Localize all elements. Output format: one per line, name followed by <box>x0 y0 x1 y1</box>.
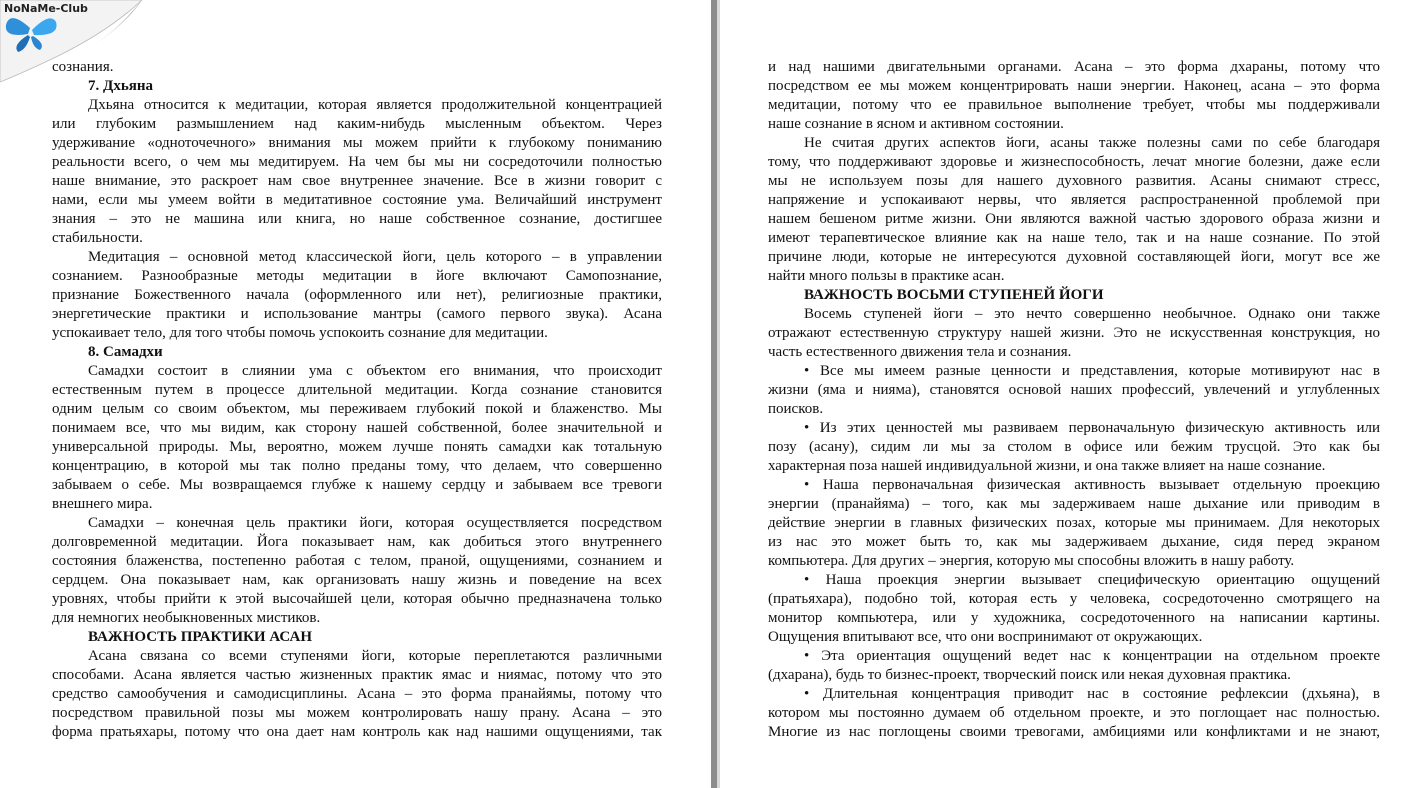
section-heading: ВАЖНОСТЬ ВОСЬМИ СТУПЕНЕЙ ЙОГИ <box>804 287 1104 303</box>
page-separator-shadow <box>717 0 720 788</box>
text-line: • Наша первоначальная физическая активность вызывает отдельную проекцию <box>804 477 1380 493</box>
text-line: понимаем все, что мы видим, как сторону нашей собственной, более значительной и <box>52 420 662 436</box>
text-line: для немногих необыкновенных мистиков. <box>52 610 321 626</box>
svg-text:NoNaMe-Club: NoNaMe-Club <box>4 2 88 15</box>
text-line: сердцем. Она показывает нам, как организовать нашу жизнь и поведение на всех <box>52 572 662 588</box>
text-line: Медитация – основной метод классической йоги, цель которого – в управлении <box>88 249 662 265</box>
text-line: отражают естественную структуру нашей жизни. Это не искусственная конструкция, но <box>768 325 1380 341</box>
text-line: характерная поза нашей индивидуальной жизни, и она также влияет на наше сознание. <box>768 458 1326 474</box>
text-line: способами. Асана является частью жизненных практик ямас и ниямас, потому что это <box>52 667 662 683</box>
text-line: удерживание «одноточечного» внимания мы можем прийти к глубокому пониманию <box>52 135 662 151</box>
text-line: Самадхи состоит в слиянии ума с объектом его внимания, что происходит <box>88 363 662 379</box>
text-line: Восемь ступеней йоги – это нечто совершенно необычное. Однако они также <box>804 306 1380 322</box>
text-line: • Все мы имеем разные ценности и представления, которые мотивируют нас в <box>804 363 1380 379</box>
text-line: одним целым со своим объектом, мы переживаем глубокий покой и блаженство. Мы <box>52 401 662 417</box>
section-heading: ВАЖНОСТЬ ПРАКТИКИ АСАН <box>88 629 313 645</box>
text-line: напряжение и успокаивают нервы, что является распространенной проблемой при <box>768 192 1380 208</box>
text-line: естественным путем в процессе длительной медитации. Когда сознание становится <box>52 382 662 398</box>
text-line: знания – это не машина или книга, но наше собственное сознание, достигшее <box>52 211 662 227</box>
text-line: уровнях, чтобы прийти к этой высочайшей цели, которая обычно предназначена только <box>52 591 662 607</box>
text-line: котором мы постоянно думаем об отдельном проекте, и это поглощает нас полностью. <box>768 705 1380 721</box>
text-line: Не считая других аспектов йоги, асаны также полезны сами по себе благодаря <box>804 135 1380 151</box>
text-line: часть естественного движения тела и сознания. <box>768 344 1072 360</box>
text-line: признание Божественного начала (оформленного или нет), религиозные практики, <box>52 287 662 303</box>
text-line: долговременной медитации. Йога показывает нам, как добиться этого внутреннего <box>52 534 662 550</box>
page-left <box>52 58 662 742</box>
text-line: найти много пользы в практике асан. <box>768 268 1005 284</box>
text-line: действие энергии в главных физических позах, которые мы принимаем. Для некоторых <box>768 515 1380 531</box>
text-line: посредством ее мы можем концентрировать наши энергии. Наконец, асана – это форма <box>768 78 1380 94</box>
text-line: энергии (пранайяма) – того, как мы задерживаем наше дыхание или приводим в <box>768 496 1380 512</box>
text-line: сознания. <box>52 59 114 75</box>
text-line: Ощущения впитывают все, что они воспринимают от окружающих. <box>768 629 1203 645</box>
text-line: монитор компьютера, или у художника, сосредоточенного на написании картины. <box>768 610 1380 626</box>
text-line: наше сознание в ясном и активном состоянии. <box>768 116 1064 132</box>
text-line: из нас это может быть то, как мы задерживаем дыхание, сидя перед экраном <box>768 534 1380 550</box>
text-line: Асана связана со всеми ступенями йоги, которые переплетаются различными <box>88 648 662 664</box>
text-line: • Из этих ценностей мы развиваем первоначальную физическую активность или <box>804 420 1380 436</box>
text-line: концентрацию, в которой мы так полно преданы тому, что делаем, что совершенно <box>52 458 662 474</box>
text-line: нами, если мы умеем войти в медитативное состояние ума. Величайший инструмент <box>52 192 662 208</box>
text-line: форма пратьяхары, потому что она дает нам контроль как над нашими ощущениями, так <box>52 724 662 740</box>
text-line: жизни (яма и нияма), становятся основой наших профессий, увлечений и углубленных <box>768 382 1380 398</box>
text-line: поисков. <box>768 401 824 417</box>
text-line: состояния блаженства, постепенно работая с телом, праной, ощущениями, сознанием и <box>52 553 662 569</box>
text-line: • Наша проекция энергии вызывает специфическую ориентацию ощущений <box>804 572 1380 588</box>
text-line: Многие из нас поглощены своими тревогами, амбициями или конфликтами и не знают, <box>768 724 1380 740</box>
text-line: реальности всего, о чем мы медитируем. На чем бы мы ни сосредоточили полностью <box>52 154 662 170</box>
section-heading: 8. Самадхи <box>88 344 163 360</box>
text-line: сознанием. Разнообразные методы медитации в йоге включают Самопознание, <box>52 268 662 284</box>
text-line: тому, что поддерживают здоровье и жизнеспособность, лечат многие болезни, даже если <box>768 154 1380 170</box>
text-line: посредством правильной позы мы можем контролировать нашу прану. Асана – это <box>52 705 662 721</box>
text-line: Дхьяна относится к медитации, которая является продолжительной концентрацией <box>88 97 662 113</box>
text-line: позу (асану), сидим ли мы за столом в офисе или бежим трусцой. Это как бы <box>768 439 1380 455</box>
text-line: забываем о себе. Мы возвращаемся глубже к нашему сердцу и забываем все тревоги <box>52 477 662 493</box>
text-line: (пратьяхара), подобно той, которая есть у человека, сосредоточенно смотрящего на <box>768 591 1380 607</box>
text-line: мы не используем позы для нашего духовного развития. Асаны снимают стресс, <box>768 173 1380 189</box>
text-line: наше внимание, это раскроет нам свое внутреннее значение. Все в жизни говорит с <box>52 173 662 189</box>
text-line: стабильности. <box>52 230 143 246</box>
text-line: компьютера. Для других – энергия, которую мы способны вложить в нашу работу. <box>768 553 1295 569</box>
text-line: энергетические практики и использование мантры (самого первого звука). Асана <box>52 306 662 322</box>
text-line: имеют терапевтическое влияние как на наше тело, так и на наше сознание. По этой <box>768 230 1380 246</box>
page-right <box>768 58 1380 742</box>
text-line: медитации, потому что ее правильное выполнение требует, чтобы мы поддерживали <box>768 97 1380 113</box>
section-heading: 7. Дхьяна <box>88 78 154 94</box>
text-line: или глубоким размышлением над каким-нибудь мысленным объектом. Через <box>52 116 662 132</box>
text-line: средство самообучения и самодисциплины. Асана – это форма пранайямы, потому что <box>52 686 662 702</box>
text-line: нашем бешеном ритме жизни. Они являются важной частью здорового образа жизни и <box>768 211 1380 227</box>
text-line: и над нашими двигательными органами. Асана – это форма дхараны, потому что <box>768 59 1380 75</box>
text-line: • Эта ориентация ощущений ведет нас к концентрации на отдельном проекте <box>804 648 1380 664</box>
text-line: Самадхи – конечная цель практики йоги, которая осуществляется посредством <box>88 515 662 531</box>
text-line: причине люди, которые не интересуются духовной составляющей йоги, могут все же <box>768 249 1380 265</box>
text-line: • Длительная концентрация приводит нас в состояние рефлексии (дхьяна), в <box>804 686 1380 702</box>
text-line: внешнего мира. <box>52 496 153 512</box>
text-line: успокаивает тело, для того чтобы помочь успокоить сознание для медитации. <box>52 325 548 341</box>
text-line: универсальной природы. Мы, вероятно, можем лучше понять самадхи как тотальную <box>52 439 662 455</box>
text-line: (дхарана), будь то бизнес-проект, творческий поиск или некая духовная практика. <box>768 667 1291 683</box>
